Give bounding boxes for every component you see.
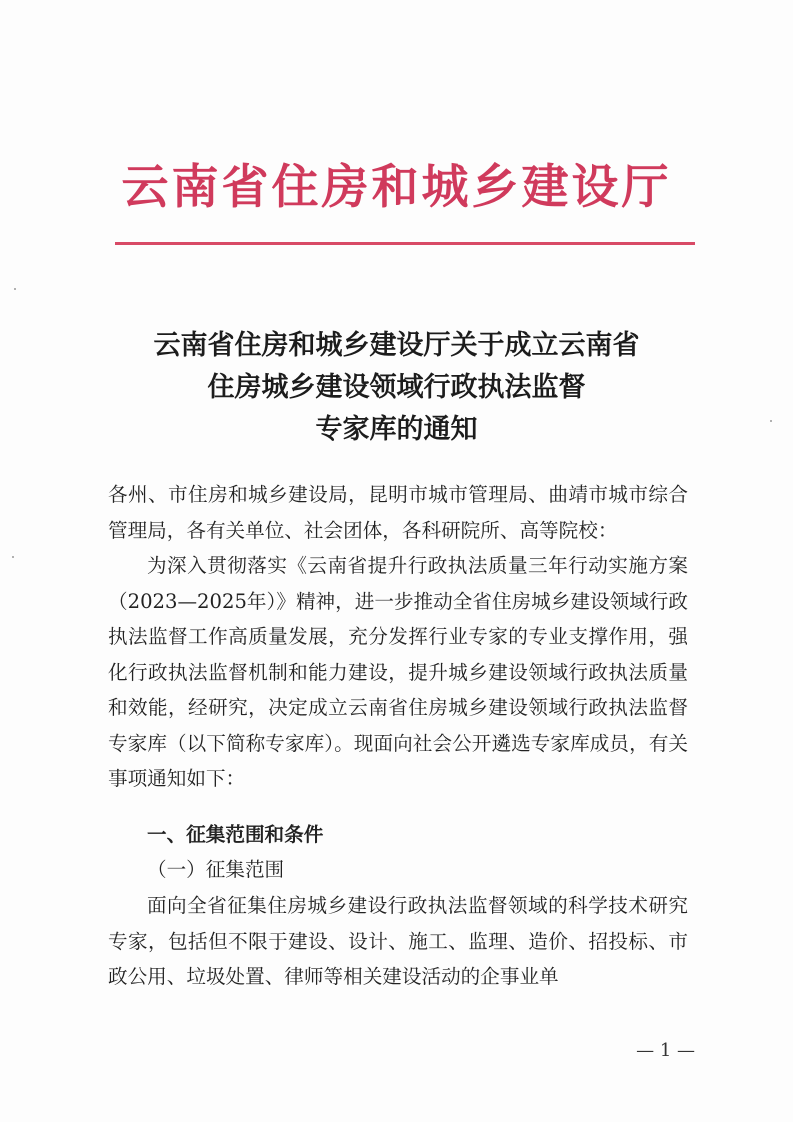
red-divider-line bbox=[115, 242, 695, 245]
letterhead-title: 云南省住房和城乡建设厅 bbox=[121, 160, 672, 215]
page-number: — 1 — bbox=[636, 1040, 695, 1061]
addressee-paragraph: 各州、市住房和城乡建设局，昆明市城市管理局、曲靖市城市综合管理局，各有关单位、社会团体，各科研院所、高等院校： bbox=[108, 483, 688, 542]
title-line-2: 住房城乡建设领域行政执法监督 bbox=[207, 372, 586, 403]
subsection-heading: （一）征集范围 bbox=[147, 858, 285, 881]
title-line-1: 云南省住房和城乡建设厅关于成立云南省 bbox=[153, 330, 640, 361]
scope-paragraph: 面向全省征集住房城乡建设行政执法监督领域的科学技术研究专家，包括但不限于建设、设计、施工、监理、造价、招投标、市政公用、垃圾处置、律师等相关建设活动的企事业单 bbox=[108, 894, 688, 988]
title-line-3: 专家库的通知 bbox=[315, 414, 478, 445]
scan-speck bbox=[12, 556, 14, 558]
scan-speck bbox=[770, 420, 772, 422]
section-heading: 一、征集范围和条件 bbox=[147, 823, 324, 846]
scan-speck bbox=[14, 288, 16, 290]
intro-paragraph: 为深入贯彻落实《云南省提升行政执法质量三年行动实施方案（2023—2025年）》精神，进一步推动全省住房城乡建设领域行政执法监督工作高质量发展，充分发挥行业专家的专业支撑作用，强化行政执法监督机制和能力建设，提升城乡建设领域行政执法质量和效能，经研究，决定成立云南省住房城乡建设领域行政执法监督专家库（以下简称专家库）。现面向社会公开遴选专家库成员，有关事项通知如下： bbox=[108, 554, 688, 790]
document-title bbox=[60, 325, 733, 451]
